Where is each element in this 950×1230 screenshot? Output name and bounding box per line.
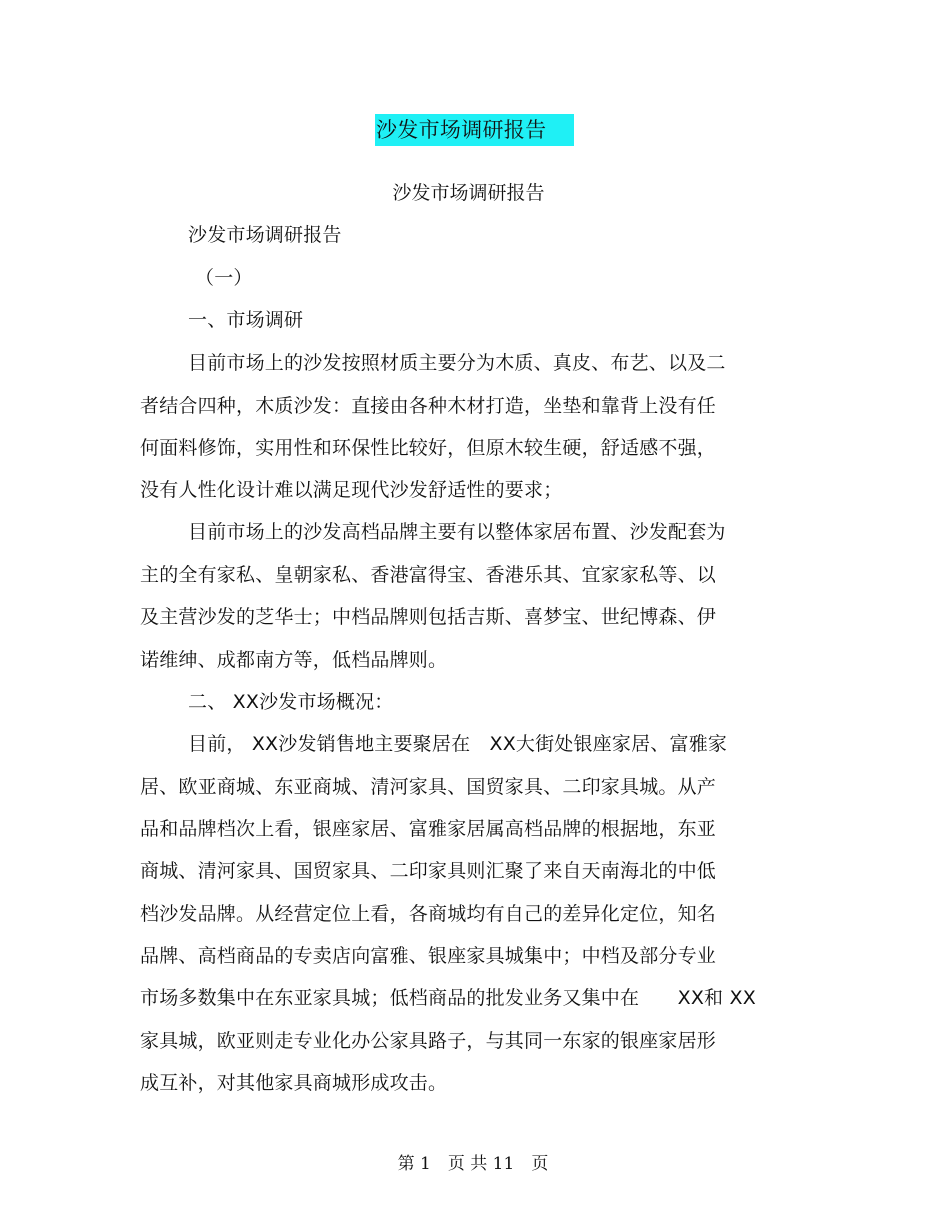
paragraph-line: 目前市场上的沙发按照材质主要分为木质、真皮、布艺、以及二 — [188, 352, 726, 374]
paragraph-line: 主的全有家私、皇朝家私、香港富得宝、香港乐其、宜家家私等、以 — [140, 564, 717, 586]
paragraph-line: 商城、清河家具、国贸家具、二印家具则汇聚了来自天南海北的中低 — [140, 860, 717, 882]
paragraph-line: 何面料修饰，实用性和环保性比较好，但原木较生硬，舒适感不强， — [140, 437, 717, 459]
paragraph-line: 没有人性化设计难以满足现代沙发舒适性的要求； — [140, 479, 563, 501]
paragraph-line: 及主营沙发的芝华士；中档品牌则包括吉斯、喜梦宝、世纪博森、伊 — [140, 606, 717, 628]
section-2-title: 二、 XX沙发市场概况： — [188, 691, 394, 713]
paragraph-line: 档沙发品牌。从经营定位上看，各商城均有自己的差异化定位，知名 — [140, 903, 717, 925]
paragraph-line: 诺维绅、成都南方等，低档品牌则。 — [140, 649, 448, 671]
section-1-title: 一、市场调研 — [188, 309, 304, 331]
paragraph-line: 目前， XX沙发销售地主要聚居在 XX大街处银座家居、富雅家 — [188, 733, 728, 755]
paragraph-line: 品牌、高档商品的专卖店向富雅、银座家具城集中；中档及部分专业 — [140, 945, 717, 967]
paragraph-line: 居、欧亚商城、东亚商城、清河家具、国贸家具、二印家具城。从产 — [140, 776, 717, 798]
highlighted-title: 沙发市场调研报告 — [375, 114, 574, 146]
document-subtitle: 沙发市场调研报告 — [392, 182, 545, 204]
paragraph-line: 市场多数集中在东亚家具城；低档商品的批发业务又集中在 XX和 XX — [140, 987, 756, 1009]
paragraph-line: 者结合四种，木质沙发：直接由各种木材打造，坐垫和靠背上没有任 — [140, 395, 717, 417]
paragraph-line: 成互补，对其他家具商城形成攻击。 — [140, 1072, 448, 1094]
paragraph-line: 家具城，欧亚则走专业化办公家具路子，与其同一东家的银座家居形 — [140, 1030, 717, 1052]
section-marker: （一） — [195, 267, 253, 289]
page-number-footer: 第 1 页 共 11 页 — [397, 1154, 549, 1174]
paragraph-line: 品和品牌档次上看，银座家居、富雅家居属高档品牌的根据地，东亚 — [140, 818, 717, 840]
heading-line: 沙发市场调研报告 — [188, 224, 342, 246]
paragraph-line: 目前市场上的沙发高档品牌主要有以整体家居布置、沙发配套为 — [188, 521, 726, 543]
